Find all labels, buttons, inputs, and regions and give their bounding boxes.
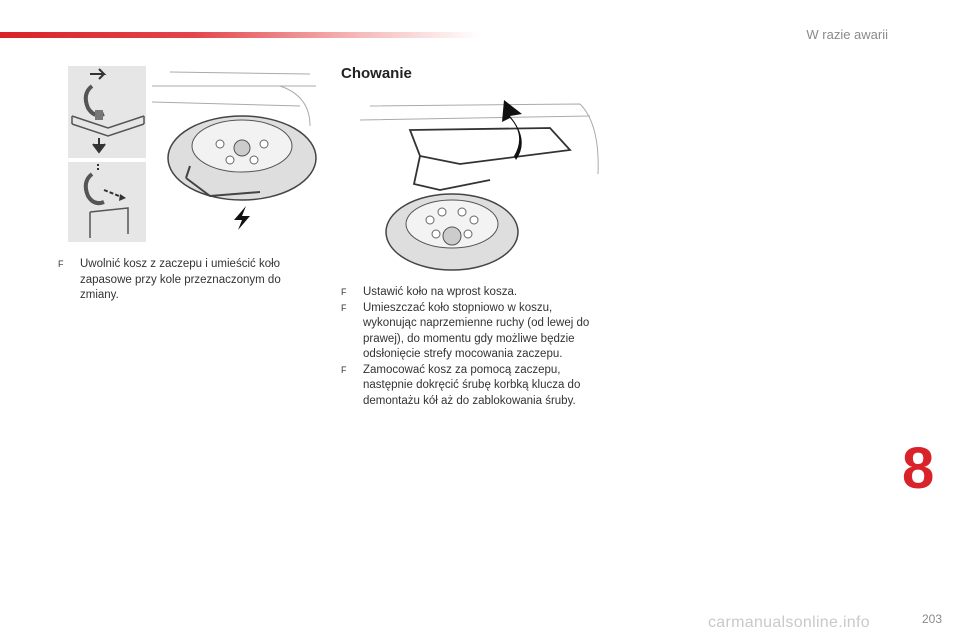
step-text: Ustawić koło na wprost kosza. xyxy=(363,286,518,298)
bullet-marker: F xyxy=(341,287,347,297)
list-item xyxy=(58,257,308,304)
header-accent-bar xyxy=(0,32,480,38)
list-item xyxy=(341,285,609,301)
bullet-marker: F xyxy=(341,302,347,313)
step-text: Umieszczać koło stopniowo w koszu, wykonując naprzemienne ruchy (od lewej do prawej), do momentu gdy możliwe będzie odsłonięcie strefy mocowania zaczepu. xyxy=(363,301,590,360)
page-number: 203 xyxy=(921,612,942,626)
hook-release-illustration-top xyxy=(68,66,146,158)
list-item xyxy=(341,301,609,363)
step-text: Uwolnić kosz z zaczepu i umieścić koło zapasowe przy kole przeznaczonym do zmiany. xyxy=(80,258,281,301)
bullet-marker: F xyxy=(341,364,347,375)
bullet-marker: F xyxy=(58,259,64,269)
watermark-text: carmanualsonline.info xyxy=(708,614,870,631)
section-title: W razie awarii xyxy=(806,27,888,42)
release-steps-list xyxy=(58,257,308,304)
spare-wheel-stowing-illustration xyxy=(340,100,602,276)
list-item xyxy=(341,363,609,410)
chapter-number: 8 xyxy=(902,436,935,501)
stowing-heading: Chowanie xyxy=(341,65,412,82)
hook-release-illustration-bottom xyxy=(68,162,146,242)
spare-wheel-lowered-illustration xyxy=(150,66,320,242)
stowing-steps-list xyxy=(341,285,609,409)
step-text: Zamocować kosz za pomocą zaczepu, następnie dokręcić śrubę korbką klucza do demontażu kół aż do zablokowania śruby. xyxy=(363,363,581,407)
